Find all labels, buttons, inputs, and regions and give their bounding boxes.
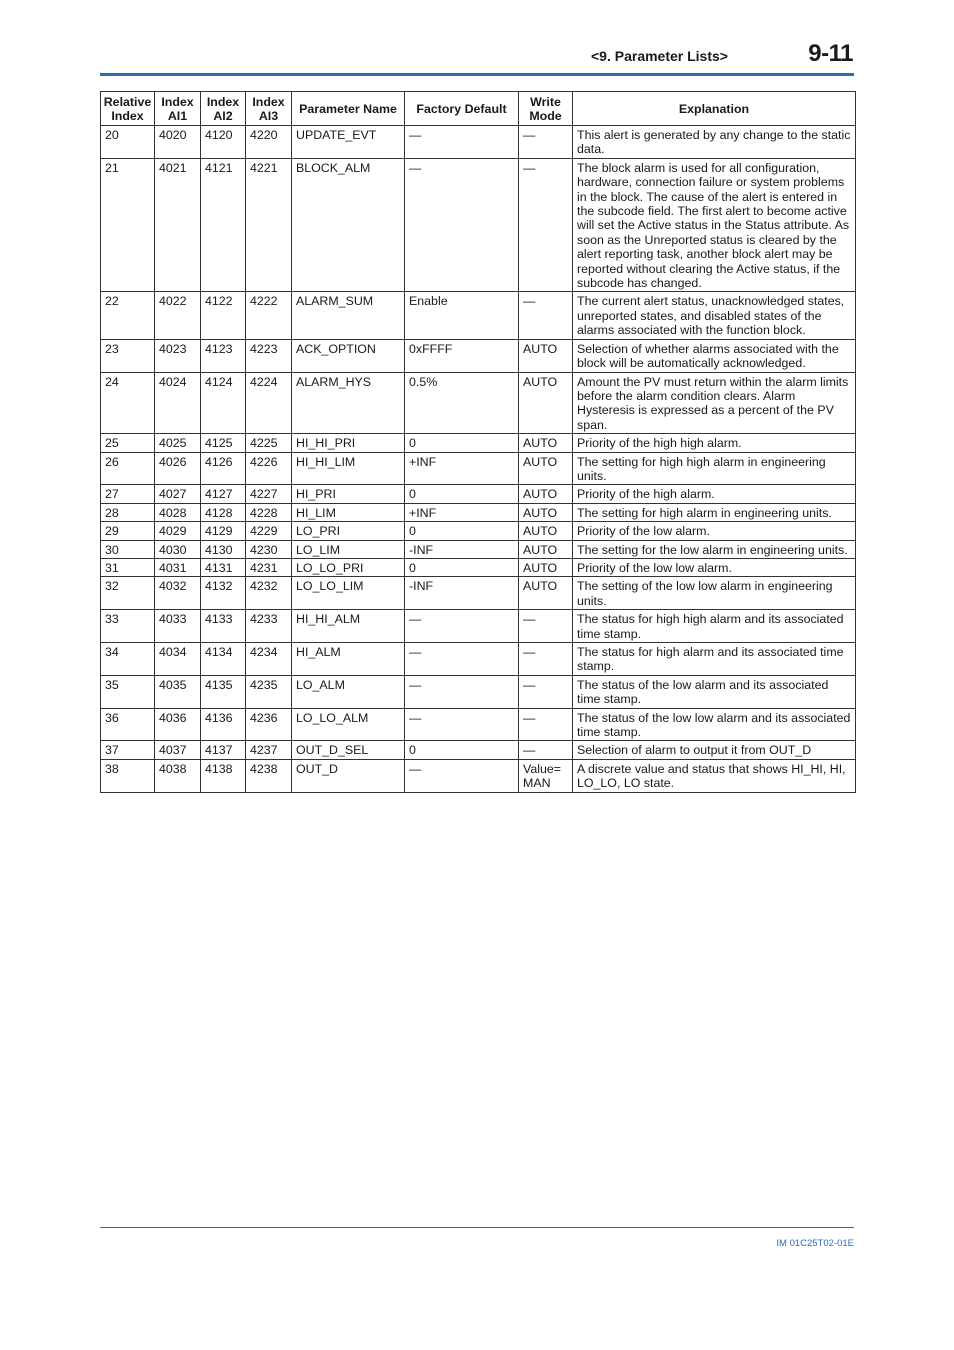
table-cell: — [519,708,573,741]
table-row [101,434,856,452]
table-cell: 31 [101,558,155,576]
column-header: Index AI3 [246,92,292,126]
table-cell: 4132 [201,577,246,610]
table-cell: 4123 [201,339,246,372]
table-cell: Priority of the low low alarm. [573,558,856,576]
table-cell: AUTO [519,372,573,434]
table-cell: HI_HI_PRI [292,434,405,452]
table-cell: OUT_D_SEL [292,741,405,759]
table-cell: 4024 [155,372,201,434]
table-cell: LO_ALM [292,675,405,708]
table-cell: The status of the low alarm and its associated time stamp. [573,675,856,708]
table-cell: 4134 [201,643,246,676]
table-cell: — [519,158,573,292]
table-row [101,610,856,643]
table-cell: AUTO [519,485,573,503]
table-cell: 4124 [201,372,246,434]
table-cell: Amount the PV must return within the alarm limits before the alarm condition clears. Alarm Hysteresis is expressed as a percent of the PV span. [573,372,856,434]
table-row [101,158,856,292]
table-cell: 4031 [155,558,201,576]
table-cell: — [405,675,519,708]
table-cell: 4029 [155,522,201,540]
column-header: Factory Default [405,92,519,126]
table-cell: 0.5% [405,372,519,434]
table-cell: -INF [405,540,519,558]
table-cell: LO_LIM [292,540,405,558]
table-row [101,708,856,741]
table-cell: AUTO [519,577,573,610]
table-cell: 4022 [155,292,201,339]
table-cell: 4032 [155,577,201,610]
table-row [101,339,856,372]
column-header: Index AI1 [155,92,201,126]
table-cell: 4038 [155,759,201,792]
table-cell: — [519,610,573,643]
table-row [101,558,856,576]
table-cell: 4235 [246,675,292,708]
footer-divider [100,1227,854,1228]
table-cell: 35 [101,675,155,708]
table-row [101,643,856,676]
table-cell: Priority of the low alarm. [573,522,856,540]
table-cell: 4037 [155,741,201,759]
table-cell: +INF [405,452,519,485]
table-cell: Selection of whether alarms associated with the block will be automatically acknowledged. [573,339,856,372]
table-cell: — [519,292,573,339]
table-row [101,741,856,759]
table-cell: The status of the low low alarm and its associated time stamp. [573,708,856,741]
table-cell: HI_ALM [292,643,405,676]
table-cell: 0 [405,434,519,452]
table-cell: 4126 [201,452,246,485]
table-cell: 29 [101,522,155,540]
column-header: Index AI2 [201,92,246,126]
table-cell: 37 [101,741,155,759]
page-number: 9-11 [808,40,853,67]
table-cell: 4025 [155,434,201,452]
table-row [101,522,856,540]
table-cell: 4127 [201,485,246,503]
table-cell: 4227 [246,485,292,503]
table-cell: 4233 [246,610,292,643]
column-header: Relative Index [101,92,155,126]
table-row [101,452,856,485]
table-cell: HI_LIM [292,503,405,521]
column-header: Parameter Name [292,92,405,126]
table-cell: 24 [101,372,155,434]
table-row [101,126,856,159]
table-cell: ALARM_HYS [292,372,405,434]
table-cell: 4223 [246,339,292,372]
table-cell: — [405,610,519,643]
table-cell: 4131 [201,558,246,576]
table-cell: 32 [101,577,155,610]
table-cell: 4129 [201,522,246,540]
table-cell: LO_LO_PRI [292,558,405,576]
table-cell: 4023 [155,339,201,372]
table-row [101,372,856,434]
table-cell: 4034 [155,643,201,676]
table-cell: 27 [101,485,155,503]
table-cell: A discrete value and status that shows HI_HI, HI, LO_LO, LO state. [573,759,856,792]
table-cell: The current alert status, unacknowledged states, unreported states, and disabled states of the alarms associated with the function block. [573,292,856,339]
table-cell: 20 [101,126,155,159]
table-cell: 4238 [246,759,292,792]
column-header: Explanation [573,92,856,126]
table-cell: — [519,643,573,676]
table-cell: Selection of alarm to output it from OUT_D [573,741,856,759]
table-cell: 30 [101,540,155,558]
section-title: <9. Parameter Lists> [591,48,728,64]
table-cell: Enable [405,292,519,339]
table-cell: 4230 [246,540,292,558]
table-cell: — [405,708,519,741]
table-cell: LO_PRI [292,522,405,540]
table-cell: 21 [101,158,155,292]
table-cell: 38 [101,759,155,792]
table-cell: — [405,643,519,676]
table-row [101,759,856,792]
table-row [101,292,856,339]
table-cell: 4120 [201,126,246,159]
table-cell: 4133 [201,610,246,643]
table-cell: — [519,741,573,759]
table-cell: 4128 [201,503,246,521]
table-cell: 4225 [246,434,292,452]
table-cell: 0 [405,522,519,540]
table-cell: 4234 [246,643,292,676]
table-cell: 26 [101,452,155,485]
table-cell: 23 [101,339,155,372]
table-cell: 4026 [155,452,201,485]
table-cell: 4036 [155,708,201,741]
table-cell: AUTO [519,558,573,576]
table-cell: OUT_D [292,759,405,792]
table-cell: 0 [405,485,519,503]
table-cell: 4028 [155,503,201,521]
table-body [101,126,856,793]
table-cell: 4121 [201,158,246,292]
table-cell: 36 [101,708,155,741]
table-cell: 4226 [246,452,292,485]
table-cell: 4229 [246,522,292,540]
table-cell: Priority of the high high alarm. [573,434,856,452]
table-cell: 4122 [201,292,246,339]
table-row [101,675,856,708]
table-cell: The status for high high alarm and its associated time stamp. [573,610,856,643]
table-header-row [101,92,856,126]
table-cell: 4236 [246,708,292,741]
table-cell: 22 [101,292,155,339]
table-cell: AUTO [519,522,573,540]
table-cell: — [405,126,519,159]
table-cell: -INF [405,577,519,610]
table-cell: Value= MAN [519,759,573,792]
table-cell: — [405,158,519,292]
table-cell: ACK_OPTION [292,339,405,372]
table-cell: 4125 [201,434,246,452]
table-cell: AUTO [519,452,573,485]
table-cell: 4232 [246,577,292,610]
parameter-table [100,91,856,793]
table-cell: 4136 [201,708,246,741]
table-cell: The block alarm is used for all configuration, hardware, connection failure or system problems in the block. The cause of the alert is entered in the subcode field. The first alert to become active will set the Active status in the Status attribute. As soon as the Unreported status is cleared by the alert reporting task, another block alert may be reported without clearing the Active status, if the subcode has changed. [573,158,856,292]
table-cell: The setting for high high alarm in engineering units. [573,452,856,485]
table-cell: 4030 [155,540,201,558]
table-cell: 4027 [155,485,201,503]
table-cell: 4130 [201,540,246,558]
table-row [101,577,856,610]
table-cell: LO_LO_LIM [292,577,405,610]
table-cell: This alert is generated by any change to the static data. [573,126,856,159]
table-cell: The setting for the low alarm in engineering units. [573,540,856,558]
table-cell: — [405,759,519,792]
table-cell: 25 [101,434,155,452]
table-cell: 4221 [246,158,292,292]
table-row [101,485,856,503]
table-cell: HI_HI_LIM [292,452,405,485]
table-cell: ALARM_SUM [292,292,405,339]
table-cell: 0xFFFF [405,339,519,372]
table-cell: 0 [405,558,519,576]
table-cell: 4222 [246,292,292,339]
table-cell: LO_LO_ALM [292,708,405,741]
table-cell: AUTO [519,339,573,372]
table-cell: 4033 [155,610,201,643]
table-cell: — [519,126,573,159]
table-cell: 4138 [201,759,246,792]
table-cell: 4237 [246,741,292,759]
table-cell: BLOCK_ALM [292,158,405,292]
table-row [101,503,856,521]
table-row [101,540,856,558]
table-cell: 4228 [246,503,292,521]
column-header: Write Mode [519,92,573,126]
table-cell: — [519,675,573,708]
header-divider [100,73,854,76]
table-cell: 4220 [246,126,292,159]
table-cell: The setting for high alarm in engineering units. [573,503,856,521]
table-cell: AUTO [519,503,573,521]
table-cell: 4021 [155,158,201,292]
table-cell: 34 [101,643,155,676]
table-cell: 33 [101,610,155,643]
table-cell: The status for high alarm and its associated time stamp. [573,643,856,676]
table-cell: AUTO [519,540,573,558]
table-cell: 4231 [246,558,292,576]
table-cell: 4020 [155,126,201,159]
table-cell: +INF [405,503,519,521]
table-cell: HI_PRI [292,485,405,503]
table-cell: HI_HI_ALM [292,610,405,643]
table-cell: AUTO [519,434,573,452]
table-cell: 28 [101,503,155,521]
table-cell: UPDATE_EVT [292,126,405,159]
table-cell: Priority of the high alarm. [573,485,856,503]
table-cell: 4137 [201,741,246,759]
table-cell: 4224 [246,372,292,434]
document-id: IM 01C25T02-01E [776,1238,854,1249]
table-cell: 4135 [201,675,246,708]
table-cell: The setting of the low low alarm in engineering units. [573,577,856,610]
table-cell: 0 [405,741,519,759]
table-cell: 4035 [155,675,201,708]
